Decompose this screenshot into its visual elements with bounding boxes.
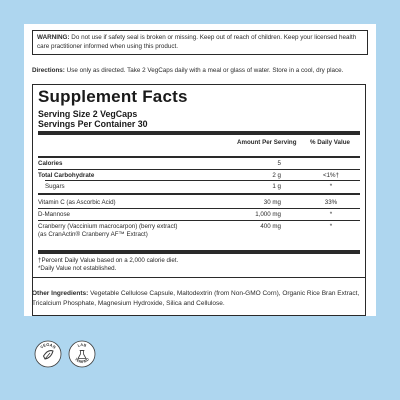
row-dv-vitamin-c: 33% [324, 199, 338, 206]
row-dv-sugars: * [329, 183, 333, 190]
column-header-rule [38, 156, 360, 158]
directions-label: Directions: [32, 67, 65, 74]
warning-label: WARNING: [37, 34, 70, 41]
row-name-d-mannose: D-Mannose [38, 211, 70, 218]
row-amount-d-mannose: 1,000 mg [255, 211, 281, 218]
supplement-facts-table [32, 84, 366, 316]
row-amount-cranberry: 400 mg [260, 223, 281, 230]
row-rule [38, 169, 360, 170]
directions-text-block [32, 66, 368, 75]
footnote-percent-daily-value: †Percent Daily Value based on a 2,000 calorie diet. [38, 257, 179, 264]
row-amount-vitamin-c: 30 mg [263, 199, 281, 206]
row-name-cranberry: Cranberry (Vaccinium macrocarpon) (berry extract) [38, 223, 178, 230]
other-ingredients-label: Other Ingredients: [32, 290, 89, 297]
footnote-daily-value-not-established: *Daily Value not established. [38, 265, 117, 272]
warning-text: Do not use if safety seal is broken or missing. Keep out of reach of children. Keep your licensed health care practitioner informed when using this product. [37, 34, 357, 50]
row-name-total-carbohydrate: Total Carbohydrate [38, 172, 95, 179]
row-name-vitamin-c: Vitamin C (as Ascorbic Acid) [38, 199, 116, 206]
row-rule [38, 208, 360, 209]
lab-verified-badge-icon [68, 340, 96, 368]
row-name-sugars: Sugars [45, 183, 65, 190]
section-rule [38, 193, 360, 195]
row-name-cranberry-source: (as CranActin® Cranberry AF™ Extract) [38, 231, 148, 238]
row-amount-sugars: 1 g [272, 183, 281, 190]
row-amount-total-carbohydrate: 2 g [272, 172, 281, 179]
vegan-badge-icon [34, 340, 62, 368]
other-ingredients [32, 289, 372, 309]
column-header-amount: Amount Per Serving [237, 139, 297, 146]
serving-size: Serving Size 2 VegCaps [38, 109, 138, 119]
footer-thick-rule [38, 250, 360, 254]
column-header-daily-value: % Daily Value [310, 139, 350, 146]
vegan-badge-label: VEGAN [39, 341, 57, 350]
directions-text: Use only as directed. Take 2 VegCaps daily with a meal or glass of water. Store in a cool, dry place. [64, 67, 344, 74]
row-dv-d-mannose: * [329, 211, 333, 218]
row-dv-total-carbohydrate: <1%† [323, 172, 339, 179]
facts-bottom-rule [33, 277, 365, 278]
supplement-facts-title: Supplement Facts [38, 87, 188, 106]
row-rule [45, 180, 360, 181]
row-name-calories: Calories [38, 160, 63, 167]
header-thick-rule [38, 131, 360, 135]
verified-badge-label: VERIFIED [74, 357, 90, 365]
row-amount-calories: 5 [277, 160, 281, 167]
lab-badge-label: LAB [77, 342, 87, 348]
servings-per-container: Servings Per Container 30 [38, 119, 148, 129]
supplement-label-panel [24, 24, 376, 316]
warning-box [32, 30, 368, 55]
row-rule [38, 220, 360, 221]
row-dv-cranberry: * [329, 223, 333, 230]
other-ingredients-text: Vegetable Cellulose Capsule, Maltodextrin (from Non-GMO Corn), Organic Rice Bran Extract, Tricalcium Phosphate, Magnesium Hydroxide, Silica and Cellulose. [32, 290, 360, 307]
